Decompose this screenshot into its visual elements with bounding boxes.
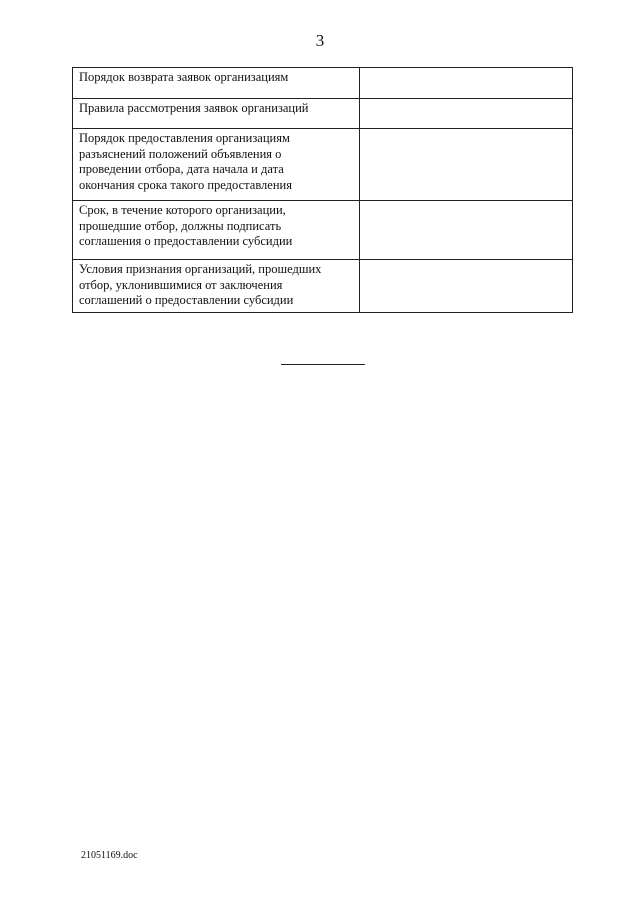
row-value [360, 99, 573, 129]
table-row [73, 129, 573, 201]
end-separator-line [281, 364, 365, 365]
table-row [73, 68, 573, 99]
row-value [360, 68, 573, 99]
file-name: 21051169.doc [81, 850, 138, 861]
row-label: Условия признания организаций, прошедших отбор, уклонившимися от заключения соглашений о предоставлении субсидии [73, 260, 360, 313]
table-row [73, 99, 573, 129]
table-row [73, 260, 573, 313]
row-label: Правила рассмотрения заявок организаций [73, 99, 360, 129]
row-value [360, 129, 573, 201]
row-value [360, 201, 573, 260]
row-label: Срок, в течение которого организации, прошедшие отбор, должны подписать соглашения о предоставлении субсидии [73, 201, 360, 260]
table-row [73, 201, 573, 260]
row-value [360, 260, 573, 313]
row-label: Порядок возврата заявок организациям [73, 68, 360, 99]
page-number: 3 [315, 31, 325, 50]
requirements-table [72, 67, 573, 313]
row-label: Порядок предоставления организациям разъяснений положений объявления о проведении отбора, дата начала и дата окончания срока такого предоставления [73, 129, 360, 201]
